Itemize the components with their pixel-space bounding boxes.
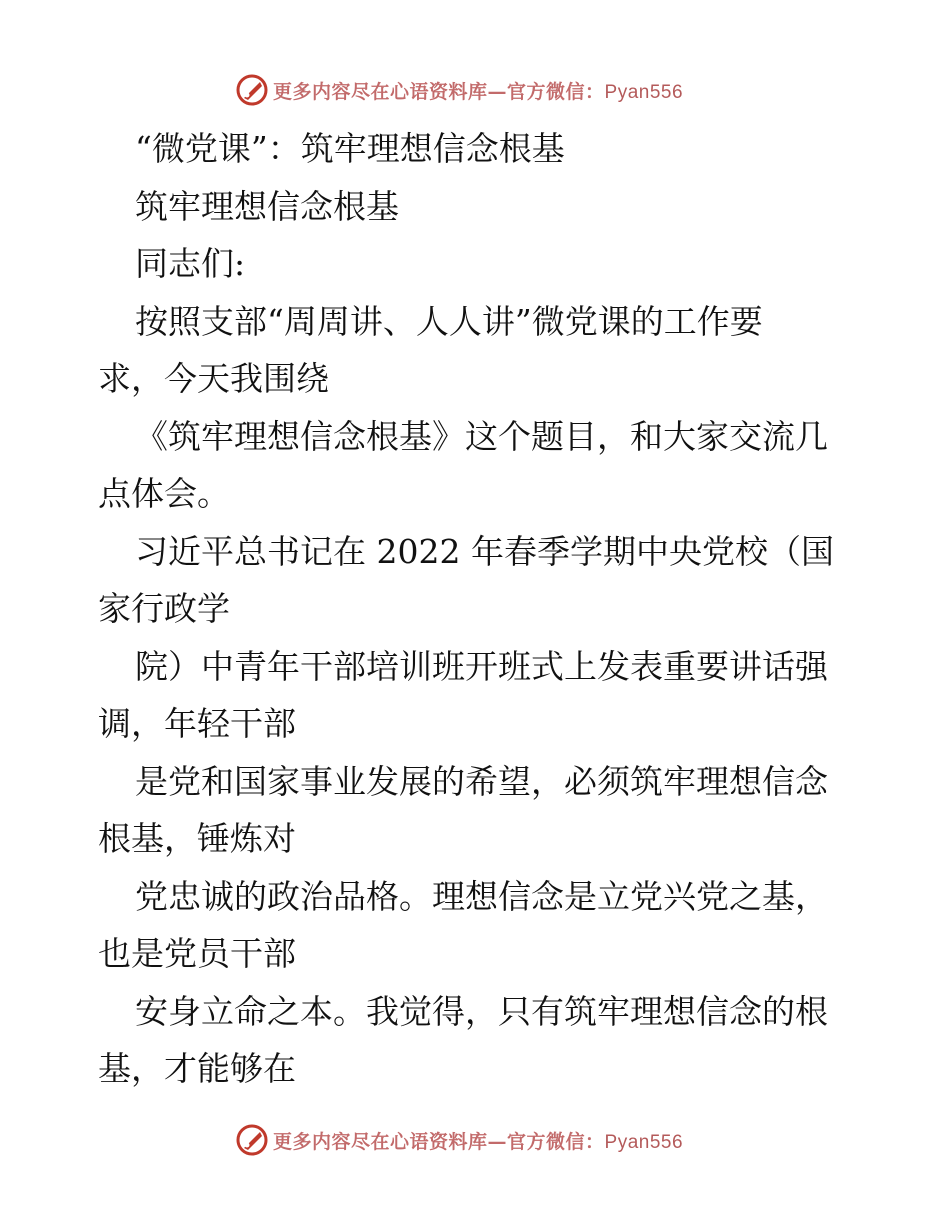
banner-text: 更多内容尽在心语资料库—官方微信： [273,80,605,103]
text-line: 筑牢理想信念根基 [135,186,399,226]
text-line: 党忠诚的政治品格。理想信念是立党兴党之基， [135,876,828,916]
red-quill-seal-icon [235,73,269,107]
text-line: 也是党员干部 [98,934,296,973]
text-line: 习近平总书记在 2022 年春季学期中央党校（国 [135,531,834,571]
text-line: 调，年轻干部 [98,704,296,743]
document-body [98,120,858,1098]
text-line: 基，才能够在 [98,1049,296,1088]
wechat-id: Pyan556 [604,81,684,103]
text-line: 根基，锤炼对 [98,819,296,858]
text-line: 院）中青年干部培训班开班式上发表重要讲话强 [135,646,828,686]
text-line: 按照支部“周周讲、人人讲”微党课的工作要 [135,301,763,341]
wechat-id: Pyan556 [604,1131,684,1153]
text-line: 家行政学 [98,589,230,628]
header-banner [235,72,683,108]
text-line: 求，今天我围绕 [98,359,329,398]
text-line: 《筑牢理想信念根基》这个题目，和大家交流几 [135,416,828,456]
text-line: “微党课”：筑牢理想信念根基 [135,129,565,168]
text-line: 同志们: [135,244,246,283]
red-quill-seal-icon [235,1123,269,1157]
text-line: 是党和国家事业发展的希望，必须筑牢理想信念 [135,761,828,801]
footer-banner [235,1122,683,1158]
banner-text: 更多内容尽在心语资料库—官方微信： [273,1130,605,1153]
text-line: 点体会。 [98,474,230,513]
text-line: 安身立命之本。我觉得，只有筑牢理想信念的根 [135,991,828,1031]
